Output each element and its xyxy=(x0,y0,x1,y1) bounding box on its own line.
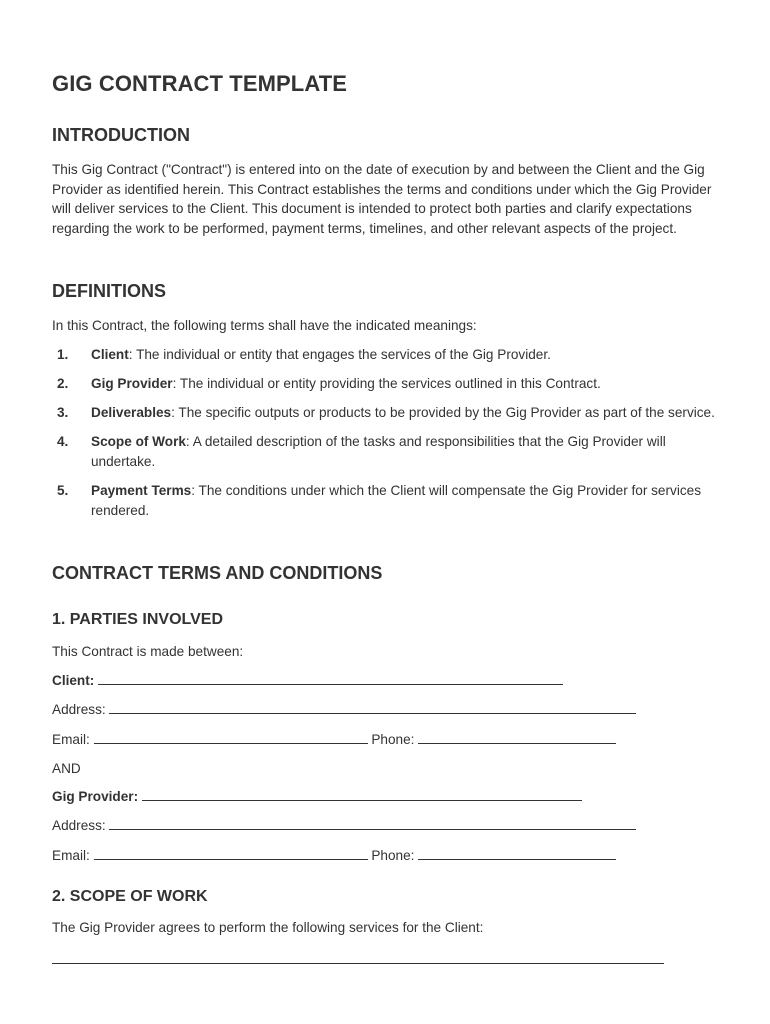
definition-number: 5. xyxy=(57,482,69,498)
definition-term: Deliverables xyxy=(91,405,172,421)
client-email-field[interactable] xyxy=(94,730,368,744)
provider-contact-row xyxy=(52,846,616,866)
definition-description: : A detailed description of the tasks and responsibilities that the Gig Provider will undertake. xyxy=(91,434,666,469)
definition-term: Payment Terms xyxy=(91,482,192,498)
provider-name-row xyxy=(52,787,582,807)
client-address-label: Address: xyxy=(52,702,106,717)
definition-item-payment-terms xyxy=(52,481,720,520)
scope-intro: The Gig Provider agrees to perform the following services for the Client: xyxy=(52,920,484,935)
contract-terms-heading: CONTRACT TERMS AND CONDITIONS xyxy=(52,563,383,583)
provider-label: Gig Provider: xyxy=(52,789,139,804)
parties-intro: This Contract is made between: xyxy=(52,644,244,659)
definition-description: : The individual or entity providing the services outlined in this Contract. xyxy=(172,376,601,392)
provider-address-label: Address: xyxy=(52,818,106,833)
client-phone-label: Phone: xyxy=(371,732,415,747)
provider-address-field[interactable] xyxy=(109,816,636,830)
definition-item-scope-of-work xyxy=(52,432,720,471)
definitions-heading: DEFINITIONS xyxy=(52,281,167,301)
document-title: GIG CONTRACT TEMPLATE xyxy=(52,71,348,96)
definition-number: 2. xyxy=(57,376,69,392)
definition-item-client xyxy=(52,345,720,365)
definition-term: Scope of Work xyxy=(91,434,186,450)
definition-item-deliverables xyxy=(52,403,720,423)
definition-term: Gig Provider xyxy=(91,376,173,392)
provider-email-field[interactable] xyxy=(94,846,368,860)
parties-heading: 1. PARTIES INVOLVED xyxy=(52,611,223,628)
definition-description: : The individual or entity that engages the services of the Gig Provider. xyxy=(128,347,551,362)
definition-description: : The specific outputs or products to be provided by the Gig Provider as part of the service. xyxy=(171,405,715,421)
client-contact-row xyxy=(52,730,616,750)
client-phone-field[interactable] xyxy=(418,730,616,744)
definitions-list xyxy=(52,345,720,530)
scope-heading: 2. SCOPE OF WORK xyxy=(52,888,208,905)
client-address-field[interactable] xyxy=(109,700,636,714)
provider-email-label: Email: xyxy=(52,848,90,863)
provider-phone-label: Phone: xyxy=(371,848,415,863)
provider-phone-field[interactable] xyxy=(418,846,616,860)
client-address-row xyxy=(52,700,636,720)
definition-number: 4. xyxy=(57,434,69,450)
and-separator: AND xyxy=(52,761,81,776)
definition-number: 3. xyxy=(57,405,69,421)
introduction-text: This Gig Contract ("Contract") is entered into on the date of execution by and between the Client and the Gig Provider as identified herein. This Contract establishes the terms and conditions under which the Gig Provider will deliver services to the Client. This document is intended to protect both parties and clarify expectations regarding the work to be performed, payment terms, timelines, and other relevant aspects of the project. xyxy=(52,162,712,236)
provider-name-field[interactable] xyxy=(142,787,582,801)
scope-services-field[interactable] xyxy=(52,963,664,964)
client-name-field[interactable] xyxy=(98,671,563,685)
client-email-label: Email: xyxy=(52,732,90,747)
definition-item-gig-provider xyxy=(52,374,720,394)
definition-description: : The conditions under which the Client will compensate the Gig Provider for services rendered. xyxy=(91,482,701,518)
introduction-heading: INTRODUCTION xyxy=(52,125,190,145)
definition-term: Client xyxy=(91,347,129,362)
provider-address-row xyxy=(52,816,636,836)
definition-number: 1. xyxy=(57,347,69,362)
definitions-intro: In this Contract, the following terms shall have the indicated meanings: xyxy=(52,318,477,333)
client-name-row xyxy=(52,671,563,691)
client-label: Client: xyxy=(52,673,95,688)
